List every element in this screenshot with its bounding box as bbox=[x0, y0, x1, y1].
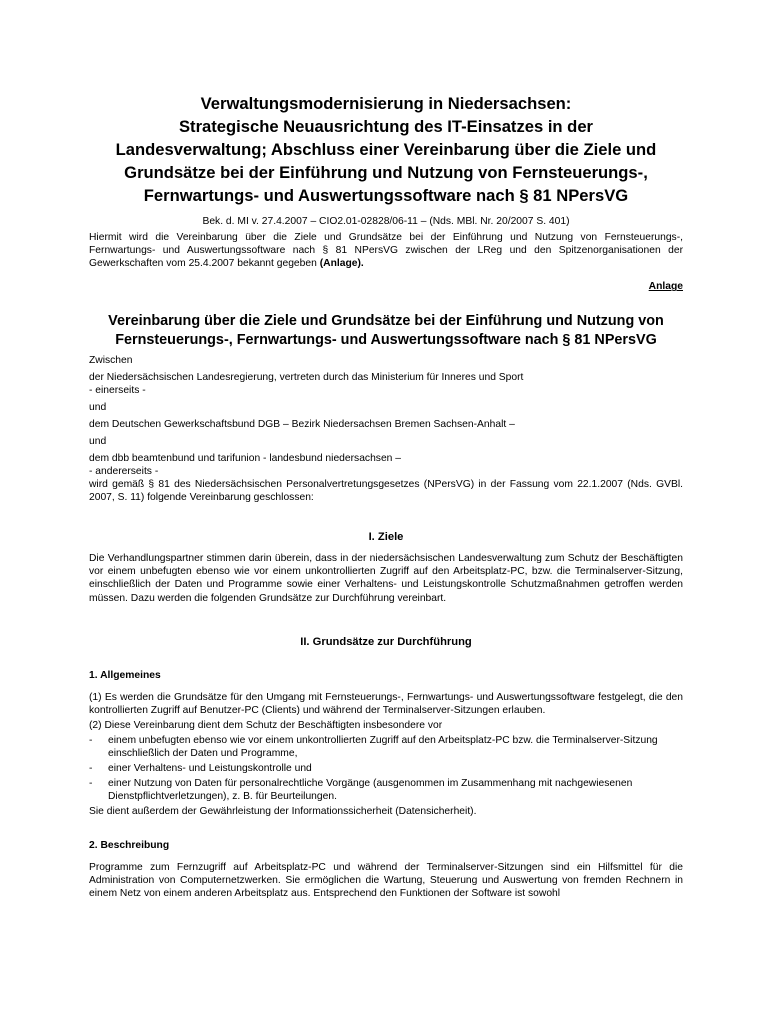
party-closing: wird gemäß § 81 des Niedersächsischen Personalvertretungsgesetzes (NPersVG) in der Fassung vom 22.1.2007 (Nds. GVBl. 2007, S. 11) folgende Vereinbarung geschlossen: bbox=[89, 479, 683, 504]
allgemeines-paragraph-2: (2) Diese Vereinbarung dient dem Schutz der Beschäftigten insbesondere vor bbox=[89, 719, 443, 731]
title-line: Landesverwaltung; Abschluss einer Vereinbarung über die Ziele und bbox=[115, 140, 657, 159]
beschreibung-paragraph: Programme zum Fernzugriff auf Arbeitsplatz-PC und während der Terminalserver-Sitzungen sind ein Hilfsmittel für die Administration von Computernetzwerken. Sie ermöglichen die Wartung, Steuerung und Auswertung von fremden Rechnern in einem Netz von einem anderen Arbeitsplatz aus. Entsprechend den Funktionen der Software ist sowohl bbox=[89, 861, 683, 899]
intro-text: Hiermit wird die Vereinbarung über die Ziele und Grundsätze bei der Einführung und Nutzung von Fernsteuerungs-, Fernwartungs- und Auswertungssoftware nach § 81 NPersVG zwischen der LReg und den Spitzenorganisationen der Gewerkschaften vom 25.4.2007 bekannt gegeben bbox=[89, 232, 683, 269]
reference-line: Bek. d. MI v. 27.4.2007 – CIO2.01-02828/06-11 – (Nds. MBl. Nr. 20/2007 S. 401) bbox=[202, 216, 570, 227]
agreement-title-line: Vereinbarung über die Ziele und Grundsätze bei der Einführung und Nutzung von bbox=[108, 313, 664, 330]
allgemeines-paragraph-3: Sie dient außerdem der Gewährleistung der Informationssicherheit (Datensicherheit). bbox=[89, 806, 477, 818]
title-line: Grundsätze bei der Einführung und Nutzung von Fernsteuerungs-, bbox=[124, 163, 648, 182]
list-item: - einer Nutzung von Daten für personalrechtliche Vorgänge (ausgenommen im Zusammenhang mit nachgewiesenen Dienstpflichtverletzungen), z. B. für Beurteilungen. bbox=[89, 777, 683, 803]
party-line: und bbox=[89, 402, 107, 414]
section-heading-ziele: I. Ziele bbox=[368, 531, 404, 544]
title-line: Strategische Neuausrichtung des IT-Einsatzes in der bbox=[178, 117, 594, 136]
anlage-label: Anlage bbox=[648, 281, 683, 293]
party-line: der Niedersächsischen Landesregierung, vertreten durch das Ministerium für Inneres und Sport bbox=[89, 372, 524, 384]
intro-anlage-ref: (Anlage). bbox=[319, 258, 364, 269]
document-content bbox=[89, 92, 683, 900]
allgemeines-paragraph-1: (1) Es werden die Grundsätze für den Umgang mit Fernsteuerungs-, Fernwartungs- und Auswertungssoftware festgelegt, die den kontrollierten Zugriff auf Benutzer-PC (Clients) und während der Terminalserver-Sitzungen erlauben. bbox=[89, 691, 683, 716]
page-title bbox=[89, 92, 683, 207]
party-line: Zwischen bbox=[89, 355, 133, 367]
list-item: - einem unbefugten ebenso wie vor einem unkontrollierten Zugriff auf den Arbeitsplatz-PC bzw. die Terminalserver-Sitzung einschließlich der Daten und Programme, bbox=[89, 734, 683, 760]
ziele-paragraph: Die Verhandlungspartner stimmen darin überein, dass in der niedersächsischen Landesverwaltung zum Schutz der Beschäftigten vor einem unbefugten ebenso wie vor einem unkontrollierten Zugriff auf den Arbeitsplatz-PC, bzw. die Terminalserver-Sitzung, einschließlich der Daten und Programme sowie einer Verhaltens- und Leistungskontrolle Schutzmaßnahmen getroffen werden müssen. Dazu werden die folgenden Grundsätze zur Durchführung vereinbart. bbox=[89, 553, 683, 604]
subsection-heading-allgemeines: 1. Allgemeines bbox=[89, 669, 161, 681]
party-line: und bbox=[89, 436, 107, 448]
agreement-title bbox=[89, 312, 683, 350]
party-line: - andererseits - bbox=[89, 466, 159, 478]
party-line: - einerseits - bbox=[89, 385, 146, 397]
agreement-title-line: Fernsteuerungs-, Fernwartungs- und Auswertungssoftware nach § 81 NPersVG bbox=[115, 332, 657, 349]
subsection-heading-beschreibung: 2. Beschreibung bbox=[89, 839, 170, 851]
list-item: - einer Verhaltens- und Leistungskontrolle und bbox=[89, 762, 683, 775]
section-heading-grundsaetze: II. Grundsätze zur Durchführung bbox=[300, 635, 472, 648]
intro-paragraph bbox=[89, 231, 683, 270]
protection-list bbox=[89, 734, 683, 803]
parties-block bbox=[89, 354, 683, 504]
party-line: dem dbb beamtenbund und tarifunion - landesbund niedersachsen – bbox=[89, 453, 401, 465]
party-line: dem Deutschen Gewerkschaftsbund DGB – Bezirk Niedersachsen Bremen Sachsen-Anhalt – bbox=[89, 419, 515, 431]
title-line: Verwaltungsmodernisierung in Niedersachsen: bbox=[200, 94, 572, 113]
title-line: Fernwartungs- und Auswertungssoftware nach § 81 NPersVG bbox=[143, 186, 629, 205]
